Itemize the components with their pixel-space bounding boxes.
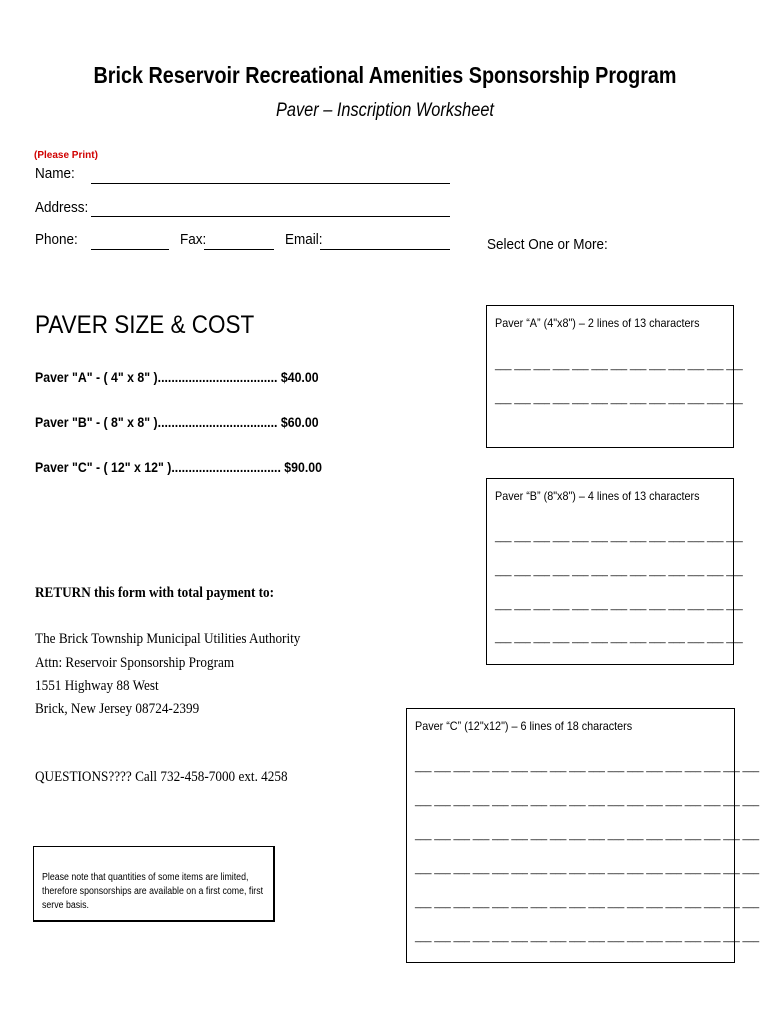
paver-b-line-1[interactable]: ___ ___ ___ ___ ___ ___ ___ ___ ___ ___ ___ ___ ___ <box>495 531 743 543</box>
name-field[interactable] <box>91 183 450 184</box>
please-print-note: (Please Print) <box>34 150 98 161</box>
email-label: Email: <box>285 231 323 248</box>
paver-c-line-5[interactable]: ___ ___ ___ ___ ___ ___ ___ ___ ___ ___ ___ ___ ___ ___ ___ ___ ___ ___ <box>415 897 760 909</box>
paver-c-title: Paver “C” (12"x12") – 6 lines of 18 characters <box>415 719 633 733</box>
paver-b-line-3[interactable]: ___ ___ ___ ___ ___ ___ ___ ___ ___ ___ ___ ___ ___ <box>495 599 743 611</box>
paver-a-option[interactable] <box>486 305 743 448</box>
price-paver-b: Paver "B" - ( 8" x 8" )................................... $60.00 <box>35 414 319 430</box>
address-field[interactable] <box>91 216 450 217</box>
address-label: Address: <box>35 199 89 216</box>
paver-b-line-2[interactable]: ___ ___ ___ ___ ___ ___ ___ ___ ___ ___ ___ ___ ___ <box>495 565 743 577</box>
questions-contact: QUESTIONS???? Call 732-458-7000 ext. 4258 <box>35 769 288 785</box>
paver-c-option[interactable] <box>406 708 760 963</box>
paver-c-line-3[interactable]: ___ ___ ___ ___ ___ ___ ___ ___ ___ ___ ___ ___ ___ ___ ___ ___ ___ ___ <box>415 829 760 841</box>
availability-note-box <box>33 846 275 922</box>
paver-c-line-6[interactable]: ___ ___ ___ ___ ___ ___ ___ ___ ___ ___ ___ ___ ___ ___ ___ ___ ___ ___ <box>415 931 760 943</box>
select-instruction: Select One or More: <box>487 236 608 253</box>
paver-b-line-4[interactable]: ___ ___ ___ ___ ___ ___ ___ ___ ___ ___ ___ ___ ___ <box>495 632 743 644</box>
address-line-3: 1551 Highway 88 West <box>35 678 159 694</box>
paver-b-title: Paver “B” (8"x8") – 4 lines of 13 characters <box>495 489 700 503</box>
paver-c-line-2[interactable]: ___ ___ ___ ___ ___ ___ ___ ___ ___ ___ ___ ___ ___ ___ ___ ___ ___ ___ <box>415 795 760 807</box>
email-field[interactable] <box>320 249 450 250</box>
phone-label: Phone: <box>35 231 78 248</box>
page-subtitle: Paver – Inscription Worksheet <box>276 100 494 121</box>
fax-label: Fax: <box>180 231 207 248</box>
phone-field[interactable] <box>91 249 169 250</box>
price-paver-c: Paver "C" - ( 12" x 12" )................................ $90.00 <box>35 459 323 475</box>
name-label: Name: <box>35 165 75 182</box>
address-line-4: Brick, New Jersey 08724-2399 <box>35 701 200 717</box>
paver-a-line-2[interactable]: ___ ___ ___ ___ ___ ___ ___ ___ ___ ___ ___ ___ ___ <box>495 393 743 405</box>
paver-c-line-1[interactable]: ___ ___ ___ ___ ___ ___ ___ ___ ___ ___ ___ ___ ___ ___ ___ ___ ___ ___ <box>415 761 760 773</box>
paver-c-line-4[interactable]: ___ ___ ___ ___ ___ ___ ___ ___ ___ ___ ___ ___ ___ ___ ___ ___ ___ ___ <box>415 863 760 875</box>
paver-a-title: Paver “A” (4"x8") – 2 lines of 13 characters <box>495 316 700 330</box>
fax-field[interactable] <box>204 249 274 250</box>
return-heading: RETURN this form with total payment to: <box>35 585 275 601</box>
paver-b-option[interactable] <box>486 478 743 665</box>
page-title: Brick Reservoir Recreational Amenities Sponsorship Program <box>93 62 677 88</box>
price-paver-a: Paver "A" - ( 4" x 8" )................................... $40.00 <box>35 369 319 385</box>
paver-a-line-1[interactable]: ___ ___ ___ ___ ___ ___ ___ ___ ___ ___ ___ ___ ___ <box>495 359 743 371</box>
paver-size-cost-heading: PAVER SIZE & COST <box>35 311 255 339</box>
availability-note-text: Please note that quantities of some items are limited, therefore sponsorships are available on a first come, first serve basis. <box>42 872 264 911</box>
address-line-2: Attn: Reservoir Sponsorship Program <box>35 655 235 671</box>
address-line-1: The Brick Township Municipal Utilities Authority <box>35 631 301 647</box>
